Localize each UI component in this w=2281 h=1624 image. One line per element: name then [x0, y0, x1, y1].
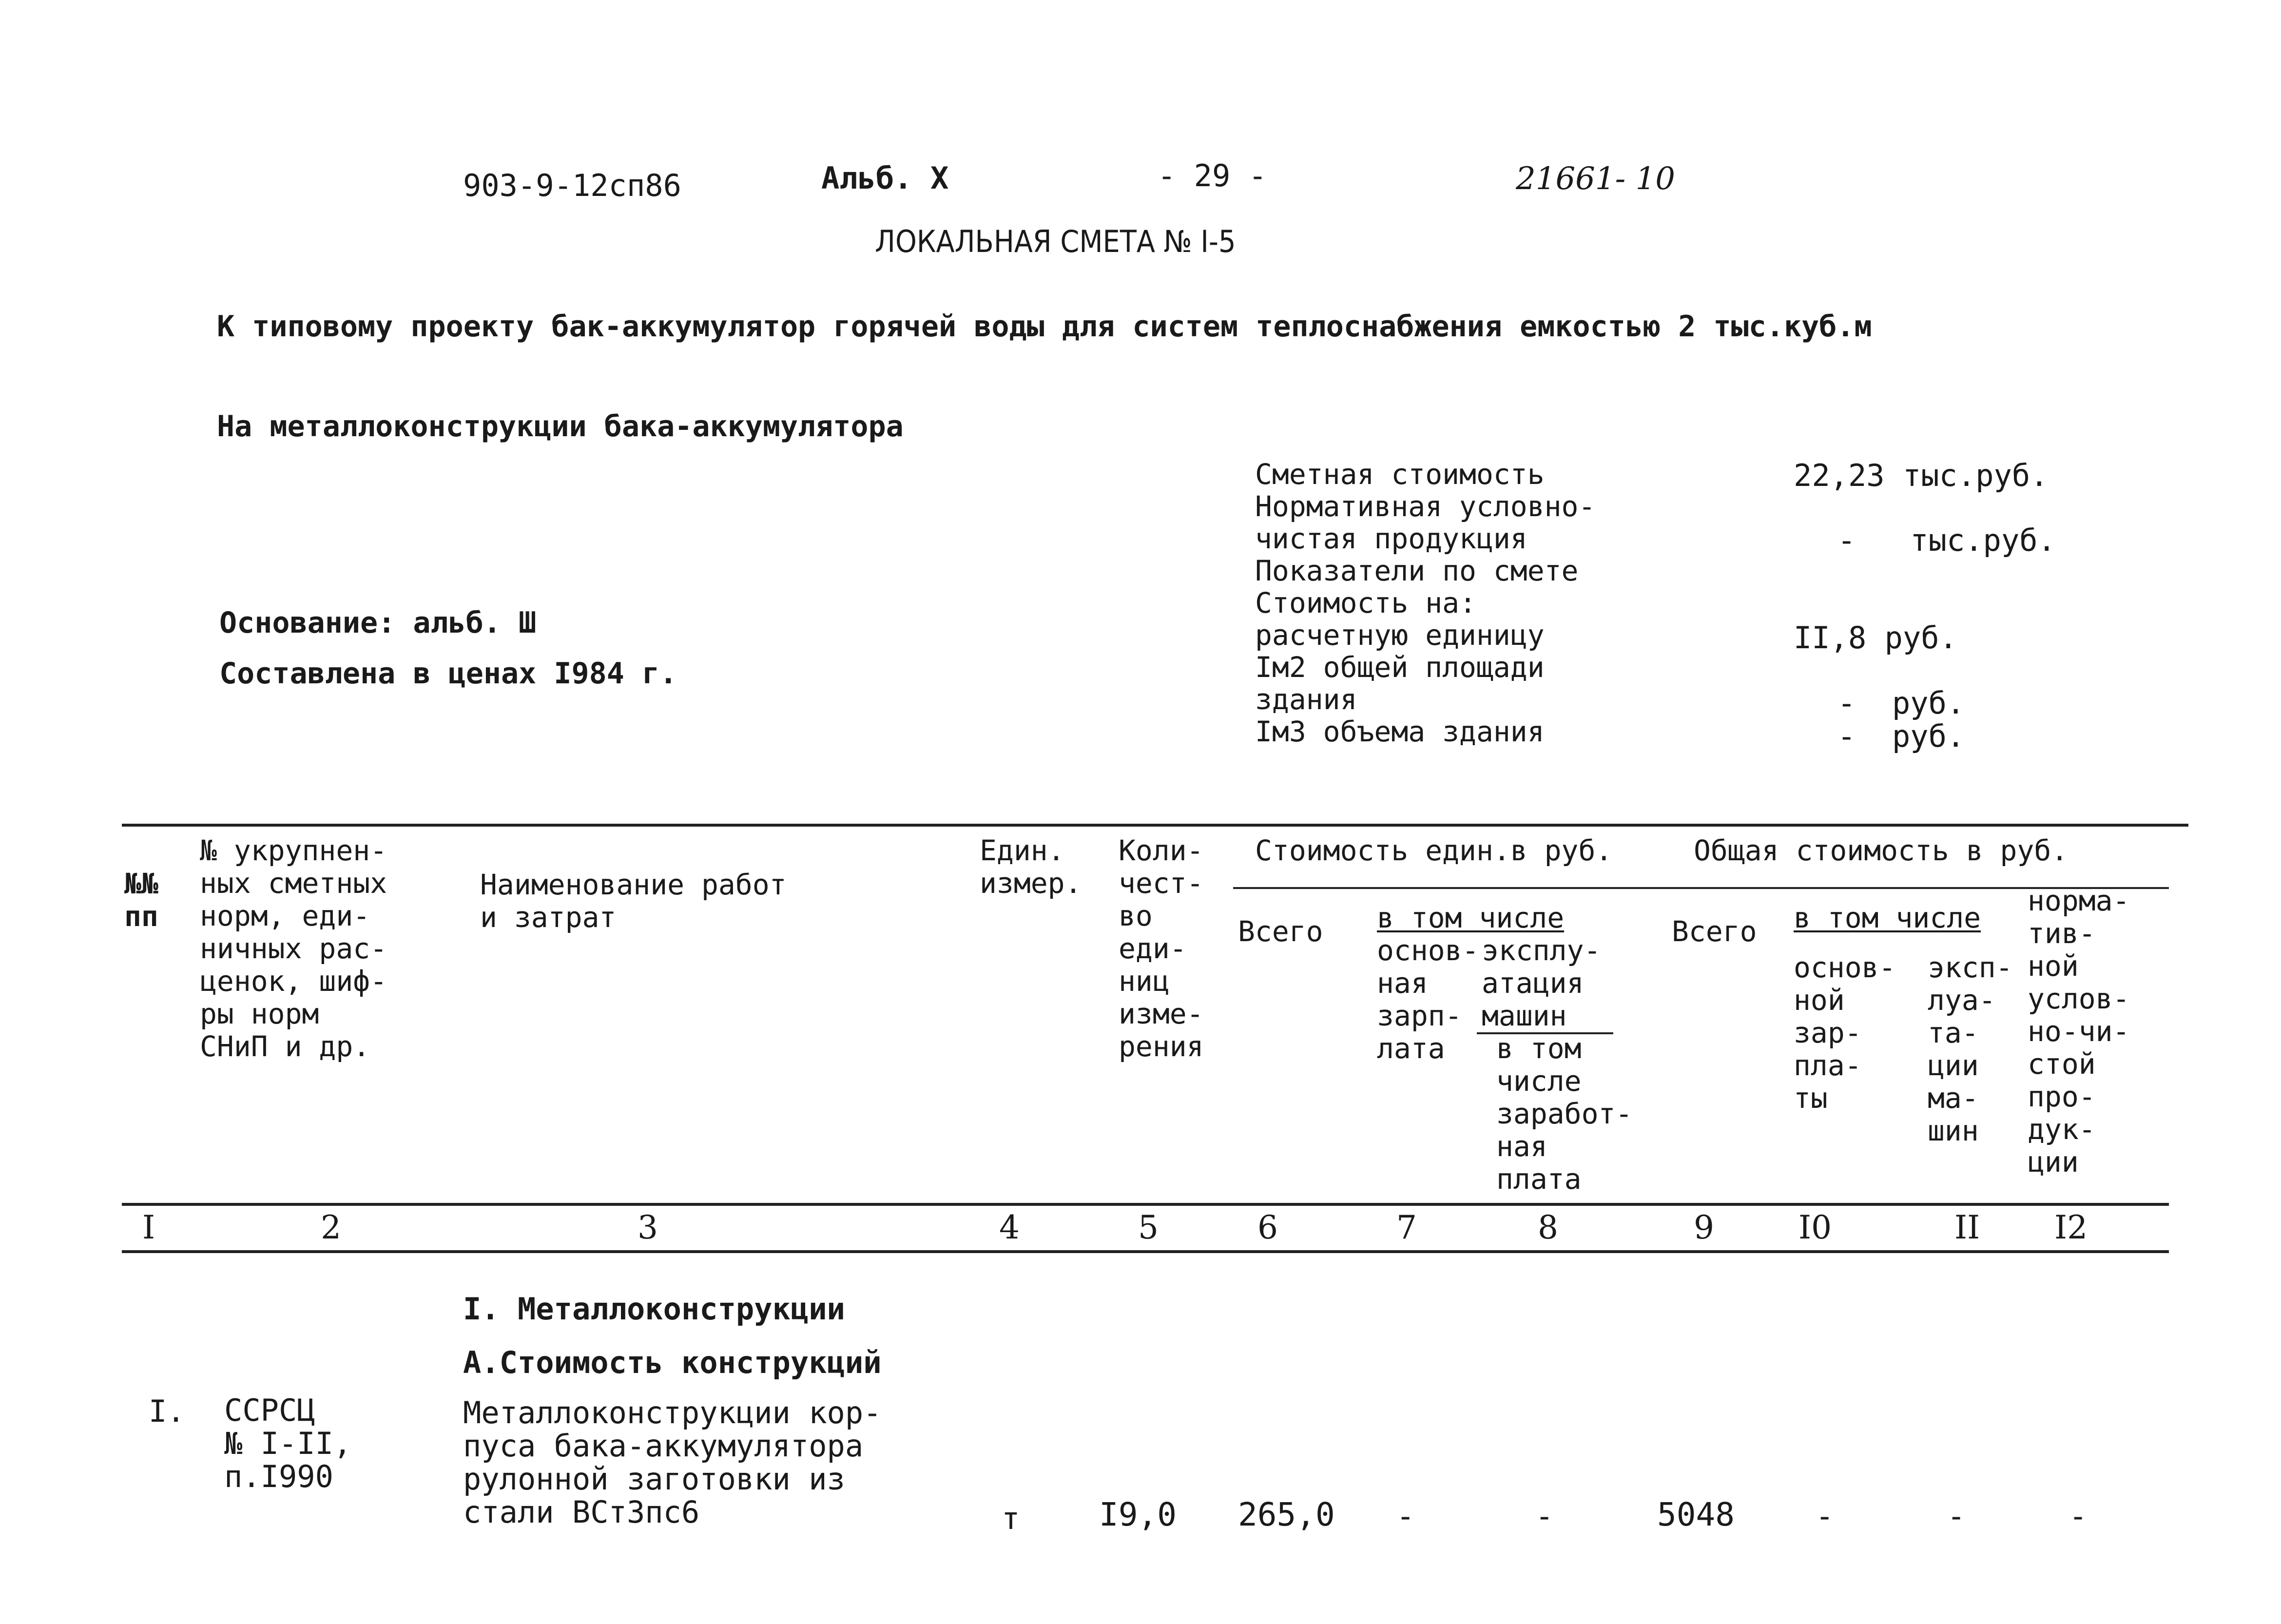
- col-number: I: [142, 1209, 155, 1246]
- header-unit-cost-group: Стоимость един.в руб.: [1255, 834, 1613, 867]
- row-unit-machines: -: [1535, 1498, 1554, 1534]
- estimated-cost-value: 22,23 тыс.руб.: [1794, 458, 2049, 493]
- header-unit-machines: эксплу- атация машин: [1482, 934, 1601, 1032]
- basis-line: Основание: альб. Ш: [219, 606, 537, 640]
- volume-value: - руб.: [1837, 718, 1965, 754]
- row-quantity: I9,0: [1099, 1496, 1177, 1533]
- col-number: 3: [638, 1209, 658, 1246]
- cost-on-label: Стоимость на:: [1255, 586, 1476, 619]
- estimated-cost-label: Сметная стоимость: [1255, 458, 1545, 491]
- indicators-label: Показатели по смете: [1255, 554, 1579, 587]
- col-number: 8: [1538, 1209, 1558, 1246]
- prices-line: Составлена в ценах I984 г.: [219, 657, 677, 691]
- header-unit: Един. измер.: [980, 834, 1082, 900]
- header-row-number: №№ пп: [124, 867, 158, 933]
- col-number: I2: [2054, 1209, 2088, 1246]
- summary-labels: [1255, 458, 1595, 748]
- volume-label: Iм3 объема здания: [1255, 715, 1545, 748]
- row-number: I.: [149, 1393, 185, 1429]
- area-value: - руб.: [1837, 685, 1965, 721]
- subsection-heading: А.Стоимость конструкций: [463, 1345, 882, 1380]
- col-number: I0: [1798, 1209, 1832, 1246]
- document-title: ЛОКАЛЬНАЯ СМЕТА № I-5: [875, 224, 1236, 259]
- table-top-rule: [122, 824, 2188, 827]
- header-work-name: Наименование работ и затрат: [480, 868, 787, 934]
- header-unit-machines-wage: в том числе заработ- ная плата: [1496, 1032, 1633, 1196]
- header-quantity: Коли- чест- во еди- ниц изме- рения: [1119, 834, 1204, 1063]
- handwritten-number: 21661- 10: [1516, 161, 1675, 197]
- area-label-2: здания: [1255, 683, 1357, 716]
- doc-code: 903-9-12сп86: [463, 168, 681, 203]
- header-normative: норма- тив- ной услов- но-чи- стой про- дук- ции: [2028, 884, 2130, 1179]
- col-number: 9: [1694, 1209, 1714, 1246]
- row-norm-code: ССРСЦ № I-II, п.I990: [224, 1392, 352, 1494]
- header-total: Всего: [1672, 915, 1757, 948]
- row-total-machines: -: [1947, 1498, 1966, 1534]
- area-label-1: Iм2 общей площади: [1255, 651, 1545, 684]
- row-unit: т: [1002, 1501, 1020, 1536]
- col-number: 2: [321, 1209, 341, 1246]
- row-unit-wage: -: [1396, 1498, 1415, 1534]
- normative-value: - тыс.руб.: [1837, 522, 2056, 558]
- row-total-normative: -: [2069, 1498, 2088, 1534]
- col-number: 6: [1257, 1209, 1278, 1246]
- unit-label: расчетную единицу: [1255, 619, 1545, 652]
- unit-value: II,8 руб.: [1794, 620, 1957, 656]
- section-heading: I. Металлоконструкции: [463, 1291, 845, 1327]
- project-line: К типовому проекту бак-аккумулятор горячей воды для систем теплоснабжения емкостью 2 тыс.куб.м: [217, 309, 1872, 344]
- header-including-2: в том числе: [1794, 901, 1981, 934]
- row-unit-cost: 265,0: [1238, 1496, 1335, 1533]
- header-total-wage: основ- ной зар- пла- ты: [1794, 951, 1896, 1115]
- header-including-1: в том числе: [1377, 901, 1565, 934]
- normative-label-2: чистая продукция: [1255, 522, 1527, 555]
- header-total-cost-group: Общая стоимость в руб.: [1694, 834, 2068, 867]
- object-line: На металлоконструкции бака-аккумулятора: [217, 409, 904, 444]
- page-number: - 29 -: [1158, 158, 1267, 193]
- col-number: 4: [999, 1209, 1020, 1246]
- header-norm-code: № укрупнен- ных сметных норм, еди- ничных рас- ценок, шиф- ры норм СНиП и др.: [200, 834, 387, 1063]
- row-work-name: Металлоконструкции кор- пуса бака-аккумулятора рулонной заготовки из стали ВСт3пс6: [463, 1395, 882, 1530]
- row-total: 5048: [1657, 1496, 1735, 1533]
- row-total-wage: -: [1816, 1498, 1834, 1534]
- column-numbers-rule: [122, 1250, 2169, 1253]
- normative-label-1: Нормативная условно-: [1255, 490, 1596, 523]
- header-total-machines: эксп- луа- та- ции ма- шин: [1928, 951, 2013, 1147]
- header-unit-total: Всего: [1238, 915, 1323, 948]
- col-number: II: [1954, 1209, 1980, 1246]
- album-label: Альб. X: [821, 160, 949, 196]
- header-bottom-rule: [122, 1203, 2169, 1206]
- col-number: 5: [1138, 1209, 1159, 1246]
- header-unit-wage: основ- ная зарп- лата: [1377, 934, 1479, 1065]
- col-number: 7: [1396, 1209, 1417, 1246]
